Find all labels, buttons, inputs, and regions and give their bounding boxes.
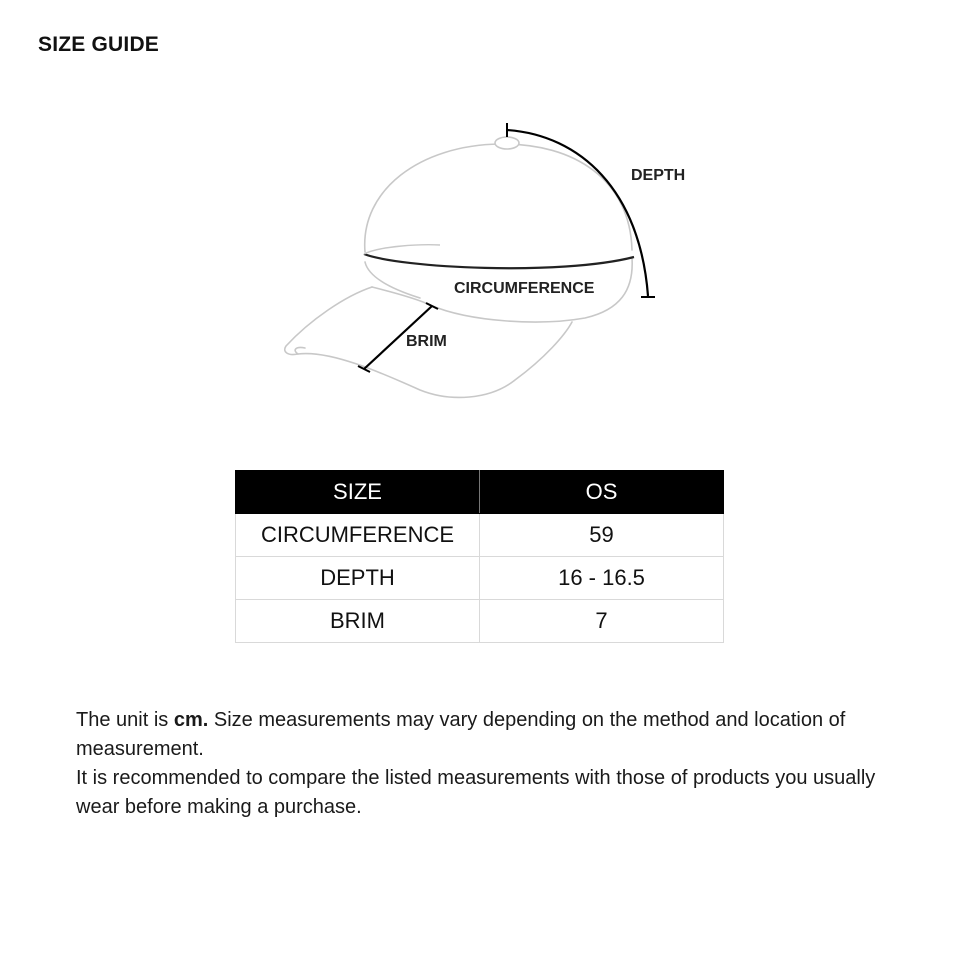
table-row [236, 514, 724, 557]
size-table [235, 470, 724, 643]
row-label-brim: BRIM [236, 600, 480, 643]
unit-note-prefix: The unit is [76, 709, 174, 731]
size-notes [76, 706, 896, 822]
row-value-brim: 7 [480, 600, 724, 643]
row-value-depth: 16 - 16.5 [480, 557, 724, 600]
depth-label: DEPTH [631, 167, 686, 184]
table-header-row [236, 471, 724, 514]
row-value-circumference: 59 [480, 514, 724, 557]
depth-measure-line [507, 130, 648, 296]
cap-measurement-diagram [0, 0, 960, 460]
table-row [236, 600, 724, 643]
table-row [236, 557, 724, 600]
unit-value: cm. [173, 709, 209, 731]
unit-note-suffix: Size measurements may vary depending on the method and location of measurement. [76, 709, 846, 760]
row-label-depth: DEPTH [236, 557, 480, 600]
table-header-os: OS [480, 471, 724, 514]
page-title: SIZE GUIDE [38, 33, 160, 56]
circumference-label: CIRCUMFERENCE [454, 280, 595, 297]
unit-note [76, 706, 896, 764]
table-header-size: SIZE [236, 471, 480, 514]
compare-note: It is recommended to compare the listed measurements with those of products you usually wear before making a purchase. [76, 767, 876, 818]
row-label-circumference: CIRCUMFERENCE [236, 514, 480, 557]
circumference-measure-line [364, 254, 634, 268]
brim-label: BRIM [406, 333, 447, 350]
